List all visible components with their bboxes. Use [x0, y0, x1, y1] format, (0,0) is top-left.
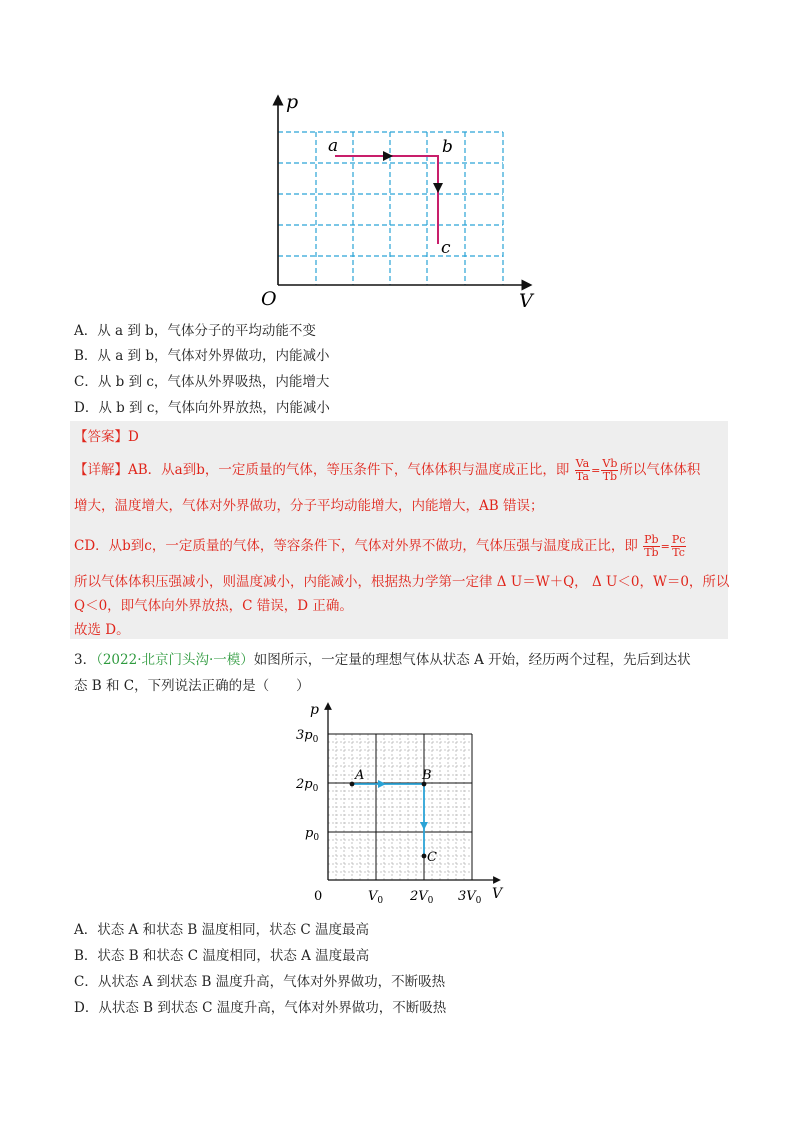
y-tick-2p0: $2p_0$	[296, 777, 319, 794]
process-path	[335, 156, 438, 244]
q3-option-d: D．从状态 B 到状态 C 温度升高，气体对外界做功，不断吸热	[74, 1000, 447, 1016]
origin-label-2: 0	[314, 889, 323, 904]
x-tick-2v0: $2V_0$	[410, 889, 434, 906]
q2-option-b: B．从 a 到 b，气体对外界做功，内能减小	[74, 348, 330, 364]
pv-diagram-2	[292, 700, 512, 910]
q3-option-a: A．状态 A 和状态 B 温度相同，状态 C 温度最高	[74, 922, 369, 938]
q2-option-d: D．从 b 到 c，气体向外界放热，内能减小	[74, 400, 330, 416]
label-c: c	[441, 238, 451, 258]
p-axis-label-2: p	[310, 702, 319, 718]
pv-diagram-1	[255, 92, 545, 314]
q3-source: （2022·北京门头沟·一模）	[96, 652, 254, 668]
q2-option-c: C．从 b 到 c，气体从外界吸热，内能增大	[74, 374, 330, 390]
detail-ab-line2: 增大，温度增大，气体对外界做功，分子平均动能增大，内能增大，AB 错误；	[74, 498, 544, 514]
arrow-B-C	[420, 822, 428, 830]
x-tick-3v0: $3V_0$	[458, 889, 482, 906]
origin-label: O	[261, 288, 277, 310]
x-tick-v0: $V_0$	[368, 889, 384, 906]
p-axis-label: p	[286, 92, 299, 113]
fine-grid	[328, 734, 472, 880]
point-A	[350, 782, 355, 787]
point-C	[422, 854, 427, 859]
arrow-A-B	[378, 780, 386, 788]
arrow-a-b	[383, 151, 393, 161]
detail-cd-line3: Q＜0，即气体向外界放热，C 错误，D 正确。	[74, 598, 353, 614]
y-tick-3p0: $3p_0$	[296, 728, 319, 745]
detail-ab-line1: 【详解】AB．从a到b，一定质量的气体，等压条件下，气体体积与温度成正比，即 $\frac{Va}{Ta}$ = $\frac{Vb}{Tb}$ 所以气体体积	[74, 457, 701, 483]
answer-label: 【答案】D	[74, 429, 139, 445]
conclusion: 故选 D。	[74, 622, 130, 638]
q2-option-a: A．从 a 到 b，气体分子的平均动能不变	[74, 323, 316, 339]
detail-cd-line1: CD．从b到c，一定质量的气体，等容条件下，气体对外界不做功，气体压强与温度成正比，即 $\frac{Pb}{Tb}$ = $\frac{Pc}{Tc}$	[74, 533, 686, 559]
label-A: A	[355, 768, 365, 783]
y-tick-p0: $p_0$	[305, 826, 320, 843]
label-C: C	[427, 850, 437, 865]
q3-option-b: B．状态 B 和状态 C 温度相同，状态 A 温度最高	[74, 948, 370, 964]
detail-cd-line2: 所以气体体积压强减小，则温度减小，内能减小，根据热力学第一定律 Δ U＝W＋Q， Δ U＜0，W＝0，所以	[74, 574, 730, 590]
q3-stem-line2: 态 B 和 C，下列说法正确的是（ ）	[74, 678, 310, 694]
label-b: b	[442, 137, 453, 157]
q3-stem-line1: 3．（2022·北京门头沟·一模）如图所示，一定量的理想气体从状态 A 开始，经历两个过程，先后到达状	[74, 652, 691, 668]
label-a: a	[328, 136, 339, 156]
arrow-b-c	[433, 183, 443, 193]
v-axis-label-2: V	[492, 886, 503, 902]
label-B: B	[422, 768, 432, 783]
v-axis-label: V	[519, 290, 533, 312]
q3-option-c: C．从状态 A 到状态 B 温度升高，气体对外界做功，不断吸热	[74, 974, 446, 990]
